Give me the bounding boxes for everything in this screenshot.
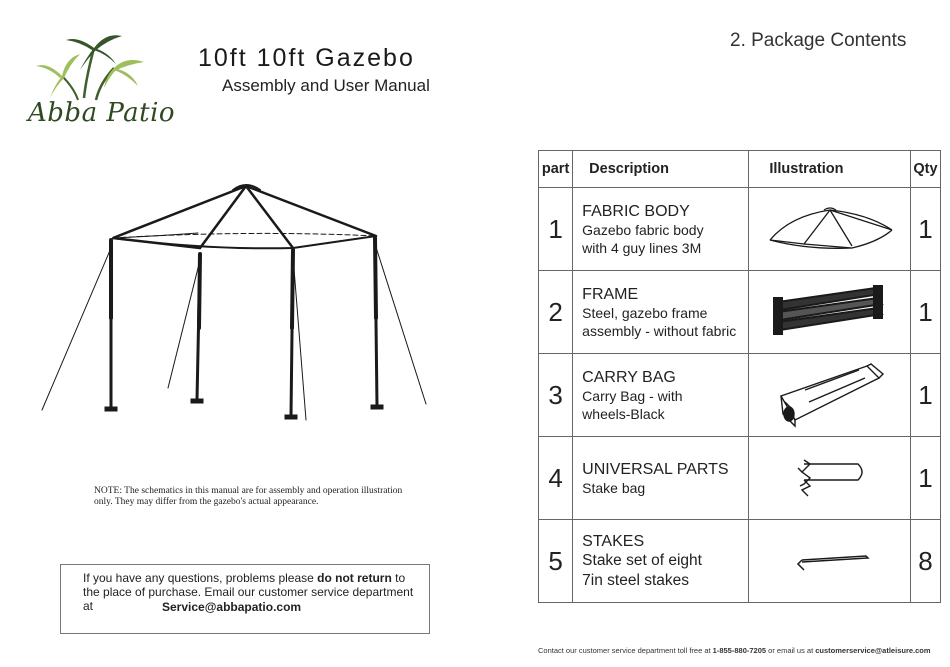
- part-title: FRAME: [582, 285, 639, 303]
- part-title: UNIVERSAL PARTS: [582, 460, 729, 478]
- part-description: [573, 354, 749, 437]
- part-qty: 8: [911, 520, 941, 603]
- part-illustration: [749, 437, 911, 520]
- part-qty: 1: [911, 271, 941, 354]
- part-body: Carry Bag - with wheels-Black: [582, 387, 683, 422]
- part-number: 1: [539, 188, 573, 271]
- contact-line-end: to the place of purchase. Email our customer service department at: [83, 571, 414, 613]
- contact-email-link[interactable]: Service@abbapatio.com: [162, 600, 302, 614]
- footer-middle: or email us at: [766, 646, 816, 655]
- part-illustration: [749, 354, 911, 437]
- gazebo-illustration-icon: [38, 178, 433, 426]
- part-number: 2: [539, 271, 573, 354]
- carry-bag-icon: [775, 362, 885, 428]
- header-illustration: Illustration: [749, 151, 911, 188]
- part-qty: 1: [911, 354, 941, 437]
- footer-email-link[interactable]: customerservice@atleisure.com: [815, 646, 931, 655]
- contact-line-start: If you have any questions, problems please: [83, 571, 318, 585]
- canopy-icon: [760, 204, 900, 254]
- part-number: 3: [539, 354, 573, 437]
- stake-bag-icon: [790, 456, 870, 500]
- part-illustration: [749, 188, 911, 271]
- part-description: [573, 188, 749, 271]
- part-body: Steel, gazebo frame assembly - without fabric: [582, 304, 737, 339]
- schematic-note: NOTE: The schematics in this manual are for assembly and operation illustration only. They may differ from the gazebo's actual appearance.: [94, 486, 403, 507]
- footer-phone[interactable]: 1-855-880-7205: [712, 646, 767, 655]
- footer-prefix: Contact our customer service department toll free at: [538, 646, 713, 655]
- part-title: FABRIC BODY: [582, 202, 690, 220]
- part-illustration: [749, 271, 911, 354]
- part-illustration: [749, 520, 911, 603]
- part-body: Stake set of eight 7in steel stakes: [582, 551, 702, 589]
- manual-subtitle: Assembly and User Manual: [222, 76, 430, 95]
- part-number: 5: [539, 520, 573, 603]
- header-qty: Qty: [911, 151, 941, 188]
- part-title: STAKES: [582, 532, 645, 550]
- part-description: [573, 271, 749, 354]
- part-body: Gazebo fabric body with 4 guy lines 3M: [582, 221, 704, 256]
- package-contents-table: [538, 150, 941, 603]
- do-not-return-text: do not return: [317, 571, 392, 585]
- table-row: [539, 437, 941, 520]
- part-qty: 1: [911, 437, 941, 520]
- footer-contact: [538, 646, 931, 655]
- stake-icon: [790, 546, 870, 576]
- part-body: Stake bag: [582, 479, 646, 496]
- table-row: [539, 271, 941, 354]
- part-qty: 1: [911, 188, 941, 271]
- table-row: [539, 354, 941, 437]
- brand-logo-text: Abba Patio: [28, 98, 176, 128]
- table-header-row: [539, 151, 941, 188]
- part-title: CARRY BAG: [582, 368, 676, 386]
- table-row: [539, 520, 941, 603]
- manual-title: 10ft 10ft Gazebo: [198, 44, 415, 72]
- table-row: [539, 188, 941, 271]
- frame-icon: [770, 284, 890, 340]
- part-description: [573, 520, 749, 603]
- part-number: 4: [539, 437, 573, 520]
- section-title: 2. Package Contents: [730, 30, 907, 51]
- part-description: [573, 437, 749, 520]
- header-description: Description: [573, 151, 749, 188]
- header-part: part: [539, 151, 573, 188]
